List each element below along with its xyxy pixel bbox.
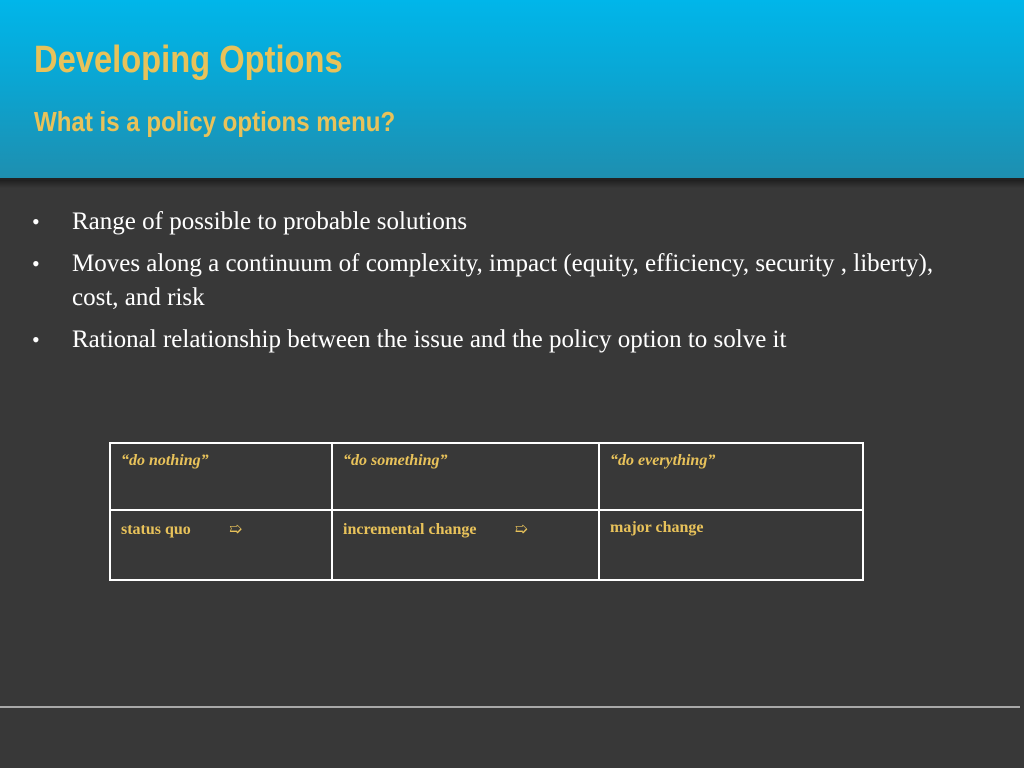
table-cell-status-quo bbox=[110, 510, 332, 580]
table-cell-do-everything bbox=[599, 443, 863, 510]
slide-subtitle: What is a policy options menu? bbox=[34, 106, 396, 137]
cell-label: major change bbox=[610, 518, 704, 536]
slide-title: Developing Options bbox=[34, 39, 343, 81]
bullet-list bbox=[30, 205, 960, 365]
bullet-dot-icon: • bbox=[32, 209, 40, 234]
cell-label: status quo bbox=[121, 520, 191, 538]
table-row bbox=[110, 510, 863, 580]
table-cell-do-nothing bbox=[110, 443, 332, 510]
table-cell-incremental-change bbox=[332, 510, 599, 580]
bullet-item bbox=[30, 205, 960, 239]
policy-options-table bbox=[109, 442, 864, 581]
bullet-dot-icon: • bbox=[32, 251, 40, 276]
table-cell-do-something bbox=[332, 443, 599, 510]
cell-label: incremental change bbox=[343, 520, 477, 538]
arrow-right-icon: ➯ bbox=[228, 520, 243, 538]
slide-header bbox=[0, 0, 1024, 180]
bullet-text: Range of possible to probable solutions bbox=[72, 208, 468, 235]
bullet-item bbox=[30, 247, 960, 315]
cell-label: “do nothing” bbox=[121, 452, 209, 469]
cell-label: “do everything” bbox=[610, 452, 716, 469]
bullet-text: Moves along a continuum of complexity, impact (equity, efficiency, security , liberty), cost, and risk bbox=[72, 250, 934, 311]
bullet-item bbox=[30, 323, 960, 357]
bullet-dot-icon: • bbox=[32, 327, 40, 352]
footer-divider bbox=[0, 706, 1020, 708]
header-shadow bbox=[0, 180, 1024, 188]
bullet-text: Rational relationship between the issue and the policy option to solve it bbox=[72, 326, 787, 353]
table-row bbox=[110, 443, 863, 510]
arrow-right-icon: ➯ bbox=[514, 520, 528, 538]
table-cell-major-change bbox=[599, 510, 863, 580]
cell-label: “do something” bbox=[343, 452, 448, 469]
